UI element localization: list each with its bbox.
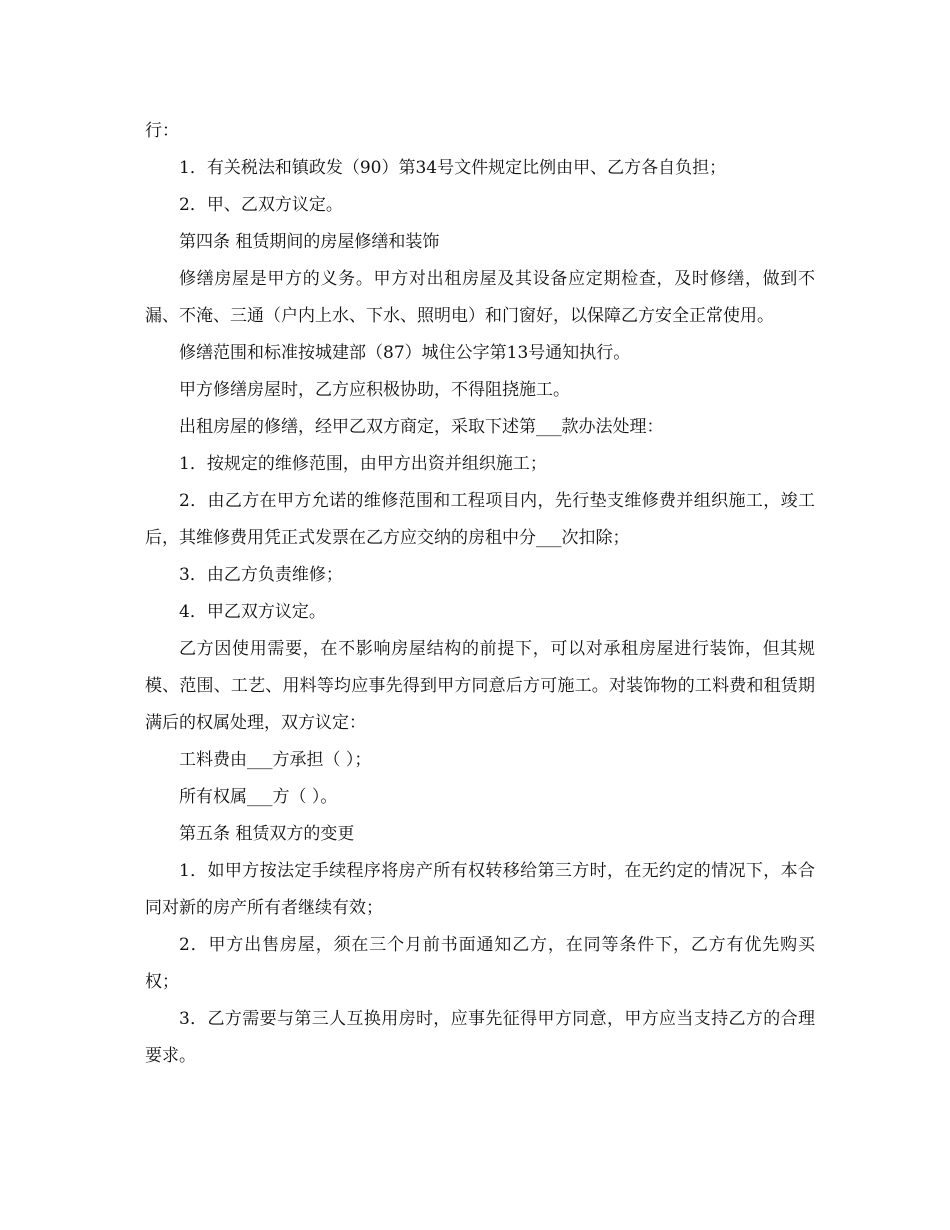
list-item-housing-exchange: 3．乙方需要与第三人互换用房时，应事先征得甲方同意，甲方应当支持乙方的合理要求。 <box>145 1009 815 1066</box>
list-item-tax-burden: 1．有关税法和镇政发（90）第34号文件规定比例由甲、乙方各自负担； <box>179 158 727 178</box>
list-item-sale-notice: 2．甲方出售房屋，须在三个月前书面通知乙方，在同等条件下，乙方有优先购买权； <box>145 935 815 992</box>
paragraph-repair-method: 出租房屋的修缮，经甲乙双方商定，采取下述第___款办法处理： <box>179 417 664 437</box>
paragraph-decoration: 乙方因使用需要，在不影响房屋结构的前提下，可以对承租房屋进行装饰，但其规模、范围、工艺、用料等均应事先得到甲方同意后方可施工。对装饰物的工料费和租赁期满后的权属处理，双方议定： <box>145 639 815 733</box>
paragraph-tenant-assist: 甲方修缮房屋时，乙方应积极协助，不得阻挠施工。 <box>179 380 570 400</box>
list-item-tenant-repairs: 3．由乙方负责维修； <box>179 565 343 585</box>
paragraph-repair-scope: 修缮范围和标准按城建部（87）城住公字第13号通知执行。 <box>179 343 631 363</box>
paragraph-material-cost: 工料费由___方承担（ ）； <box>179 750 372 770</box>
list-item-parties-agree: 4．甲乙双方议定。 <box>179 602 326 622</box>
section-heading-article-5: 第五条 租赁双方的变更 <box>179 824 355 844</box>
list-item-landlord-funds: 1．按规定的维修范围，由甲方出资并组织施工； <box>179 454 547 474</box>
section-heading-article-4: 第四条 租赁期间的房屋修缮和装饰 <box>179 232 440 252</box>
paragraph-ownership: 所有权属___方（ ）。 <box>179 787 338 807</box>
document-body <box>145 113 815 1075</box>
list-item-tenant-advance: 2．由乙方在甲方允诺的维修范围和工程项目内，先行垫支维修费并组织施工，竣工后，其维修费用凭正式发票在乙方应交纳的房租中分___次扣除； <box>145 491 815 548</box>
paragraph-repair-duty: 修缮房屋是甲方的义务。甲方对出租房屋及其设备应定期检查，及时修缮，做到不漏、不淹、三通（户内上水、下水、照明电）和门窗好，以保障乙方安全正常使用。 <box>145 269 815 326</box>
paragraph-continuation: 行： <box>145 121 179 141</box>
list-item-mutual-agreement: 2．甲、乙双方议定。 <box>179 195 343 215</box>
list-item-ownership-transfer: 1．如甲方按法定手续程序将房产所有权转移给第三方时，在无约定的情况下，本合同对新的房产所有者继续有效； <box>145 861 815 918</box>
